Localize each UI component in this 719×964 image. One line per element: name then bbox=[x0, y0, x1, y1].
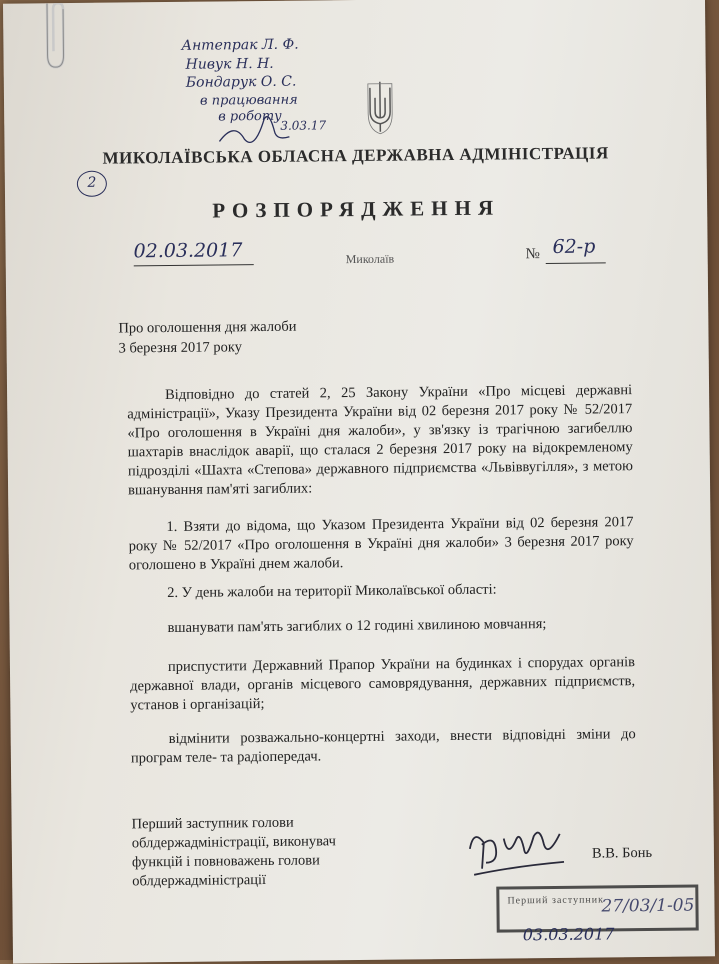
handwritten-note-line3: Бондарук О. С. bbox=[185, 73, 297, 91]
item2b-paragraph: приспустити Державний Прапор України на будинках і спорудах органів державної влади, органів місцевого самоврядування, державних підприємств, установ і організацій; bbox=[130, 654, 636, 714]
handwritten-circle-mark: 2 bbox=[77, 171, 107, 197]
document-number: 62-р bbox=[552, 235, 596, 258]
position-line4: облдержадміністрації bbox=[132, 871, 267, 890]
signature-position bbox=[131, 813, 336, 891]
trident-emblem-icon bbox=[366, 78, 395, 136]
document-title: РОЗПОРЯДЖЕННЯ bbox=[212, 195, 501, 223]
city-name: Миколаїв bbox=[345, 251, 395, 267]
handwritten-note-date: 3.03.17 bbox=[280, 118, 327, 133]
subject-block bbox=[118, 317, 296, 359]
number-label: № bbox=[525, 246, 541, 263]
organization-name: МИКОЛАЇВСЬКА ОБЛАСНА ДЕРЖАВНА АДМІНІСТРАЦІЯ bbox=[102, 143, 609, 168]
handwritten-note-line4: в працювання bbox=[199, 92, 298, 109]
handwritten-scribble-icon bbox=[214, 108, 294, 152]
stamp-text: Перший заступник bbox=[507, 894, 605, 907]
stamp-handwritten-number: 27/03/1-05 bbox=[601, 895, 695, 917]
item2c-paragraph: відмінити розважально-концертні заходи, внести відповідні зміни до програм теле- та радіопередач. bbox=[130, 726, 636, 767]
document-date: 02.03.2017 bbox=[133, 239, 243, 263]
handwritten-note-line5: в роботу bbox=[218, 108, 282, 125]
position-line3: функцій і повноважень голови bbox=[131, 852, 320, 871]
item1-paragraph: 1. Взяти до відома, що Указом Президента України від 02 березня 2017 року № 52/2017 «Про оголошення в Україні дня жалоби» 3 березня 2017 року оголошено в Україні днем жалоби. bbox=[128, 514, 634, 574]
signatory-name: В.В. Бонь bbox=[591, 844, 653, 862]
subject-line2: 3 березня 2017 року bbox=[118, 339, 243, 357]
position-line1: Перший заступник голови bbox=[131, 814, 294, 833]
preamble-paragraph: Відповідно до статей 2, 25 Закону України «Про місцеві державні адміністрації», Указу Президента України від 02 березня 2017 року № 52/2017 «Про оголошення в Україні дня жалоби», у зв'язку із трагічною загибеллю шахтарів внаслідок аварії, що сталася 2 березня 2017 року на відокремленому підрозділі «Шахта «Степова» державного підприємства «Львіввугілля», з метою вшанування пам'яті загиблих: bbox=[127, 382, 633, 499]
position-line2: облдержадміністрації, виконувач bbox=[131, 833, 336, 852]
item2-paragraph: 2. У день жалоби на території Миколаївської області: bbox=[167, 581, 497, 602]
item2a-paragraph: вшанувати пам'ять загиблих о 12 годині хвилиною мовчання; bbox=[167, 616, 547, 637]
handwritten-note-line1: Антепрак Л. Ф. bbox=[181, 36, 299, 54]
signature-icon bbox=[464, 818, 575, 889]
stamp-date: 03.03.2017 bbox=[522, 924, 615, 945]
document-page bbox=[3, 0, 715, 964]
paperclip-icon bbox=[33, 3, 74, 73]
handwritten-note-line2: Нивук Н. Н. bbox=[185, 55, 274, 73]
subject-line1: Про оголошення дня жалоби bbox=[118, 318, 297, 337]
